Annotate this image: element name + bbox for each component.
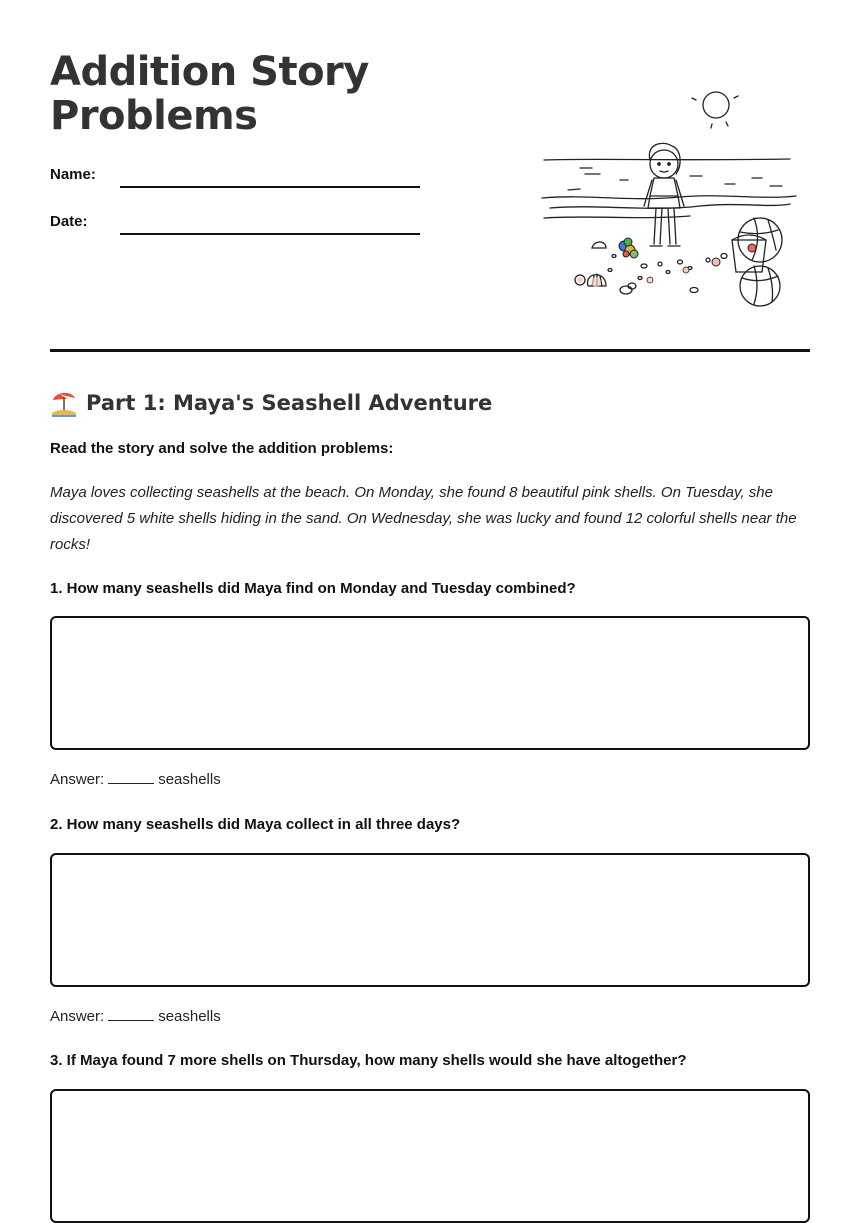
name-field[interactable]	[50, 166, 420, 194]
answer-box-1[interactable]	[50, 616, 810, 750]
instructions: Read the story and solve the addition problems:	[50, 440, 394, 457]
page-title: Addition Story Problems	[50, 49, 369, 139]
question-1: 1. How many seashells did Maya find on Monday and Tuesday combined?	[50, 580, 576, 597]
date-line[interactable]	[120, 233, 420, 235]
story-paragraph: Maya loves collecting seashells at the beach. On Monday, she found 8 beautiful pink shells. On Tuesday, she discovered 5 white shells hiding in the sand. On Wednesday, she was lucky and found 12 colorful shells near the rocks!	[50, 484, 797, 553]
worksheet-page	[50, 0, 810, 1161]
date-field[interactable]	[50, 213, 420, 241]
answer-blank-2[interactable]	[108, 1008, 154, 1021]
name-label: Name:	[50, 166, 96, 183]
beach-girl-illustration-icon	[540, 80, 800, 310]
section-title-text: Part 1: Maya's Seashell Adventure	[86, 391, 493, 415]
question-3: 3. If Maya found 7 more shells on Thursday, how many shells would she have altogether?	[50, 1052, 687, 1069]
answer-unit: seashells	[158, 1008, 221, 1025]
answer-box-3[interactable]	[50, 1089, 810, 1223]
header-divider	[50, 349, 810, 352]
answer-prefix: Answer:	[50, 771, 105, 788]
name-line[interactable]	[120, 186, 420, 188]
section-title-part1	[50, 388, 492, 418]
answer-prefix: Answer:	[50, 1008, 105, 1025]
answer-line-1	[50, 771, 221, 788]
date-label: Date:	[50, 213, 88, 230]
answer-unit: seashells	[158, 771, 221, 788]
answer-box-2[interactable]	[50, 853, 810, 987]
answer-blank-1[interactable]	[108, 771, 154, 784]
question-2: 2. How many seashells did Maya collect in all three days?	[50, 816, 461, 833]
beach-umbrella-icon	[50, 389, 78, 417]
answer-line-2	[50, 1008, 221, 1025]
